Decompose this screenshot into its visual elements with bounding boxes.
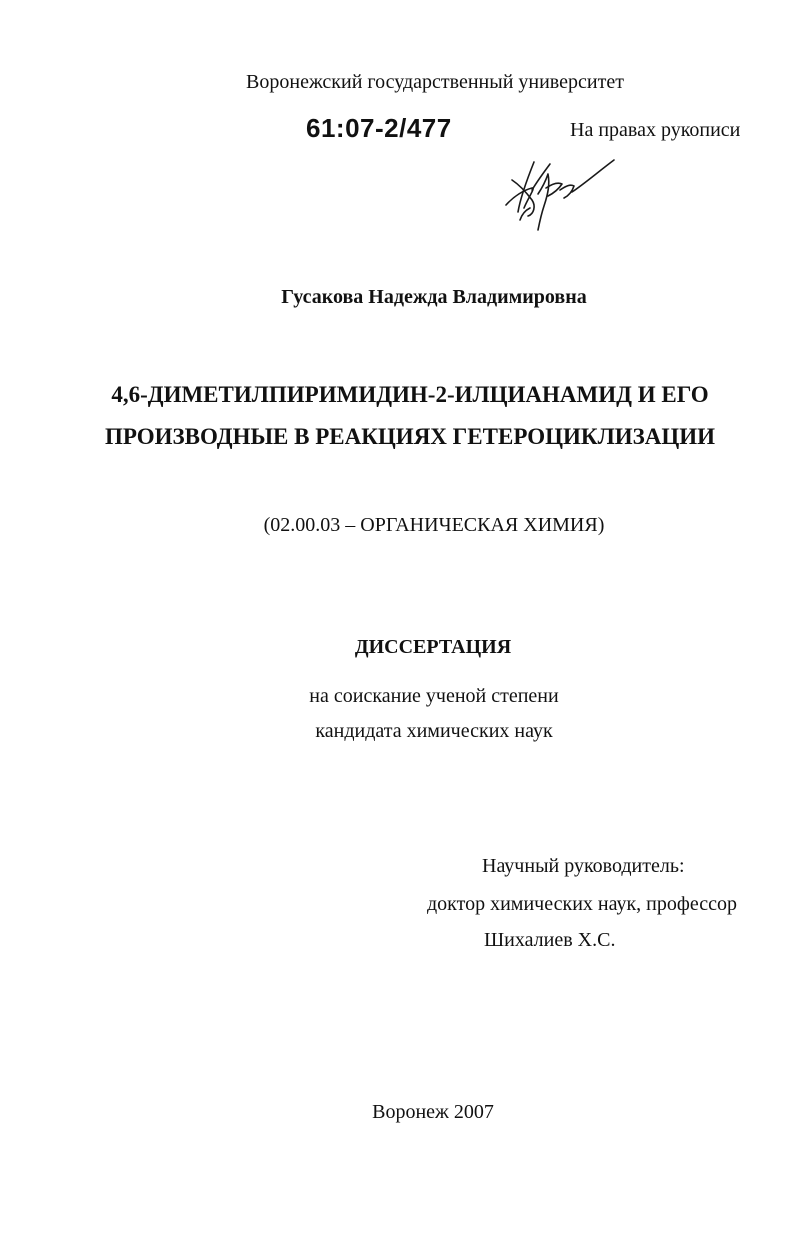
thesis-title-line-2: ПРОИЗВОДНЫЕ В РЕАКЦИЯХ ГЕТЕРОЦИКЛИЗАЦИИ: [104, 424, 716, 449]
author-name: Гусакова Надежда Владимировна: [281, 286, 587, 308]
document-type: ДИССЕРТАЦИЯ: [354, 636, 512, 658]
handwritten-signature: [498, 150, 618, 235]
thesis-title-line-1: 4,6-ДИМЕТИЛПИРИМИДИН-2-ИЛЦИАНАМИД И ЕГО: [111, 382, 709, 407]
manuscript-rights-note: На правах рукописи: [570, 119, 741, 141]
catalog-code: 61:07-2/477: [306, 113, 452, 143]
degree-line-1: на соискание ученой степени: [309, 685, 559, 707]
university-name: Воронежский государственный университет: [246, 71, 624, 93]
degree-line-2: кандидата химических наук: [315, 720, 553, 742]
supervisor-label: Научный руководитель:: [482, 855, 685, 877]
supervisor-title: доктор химических наук, профессор: [427, 893, 737, 915]
city-year: Воронеж 2007: [372, 1101, 494, 1123]
specialty-code: (02.00.03 – ОРГАНИЧЕСКАЯ ХИМИЯ): [263, 514, 605, 536]
supervisor-name: Шихалиев Х.С.: [484, 929, 616, 951]
